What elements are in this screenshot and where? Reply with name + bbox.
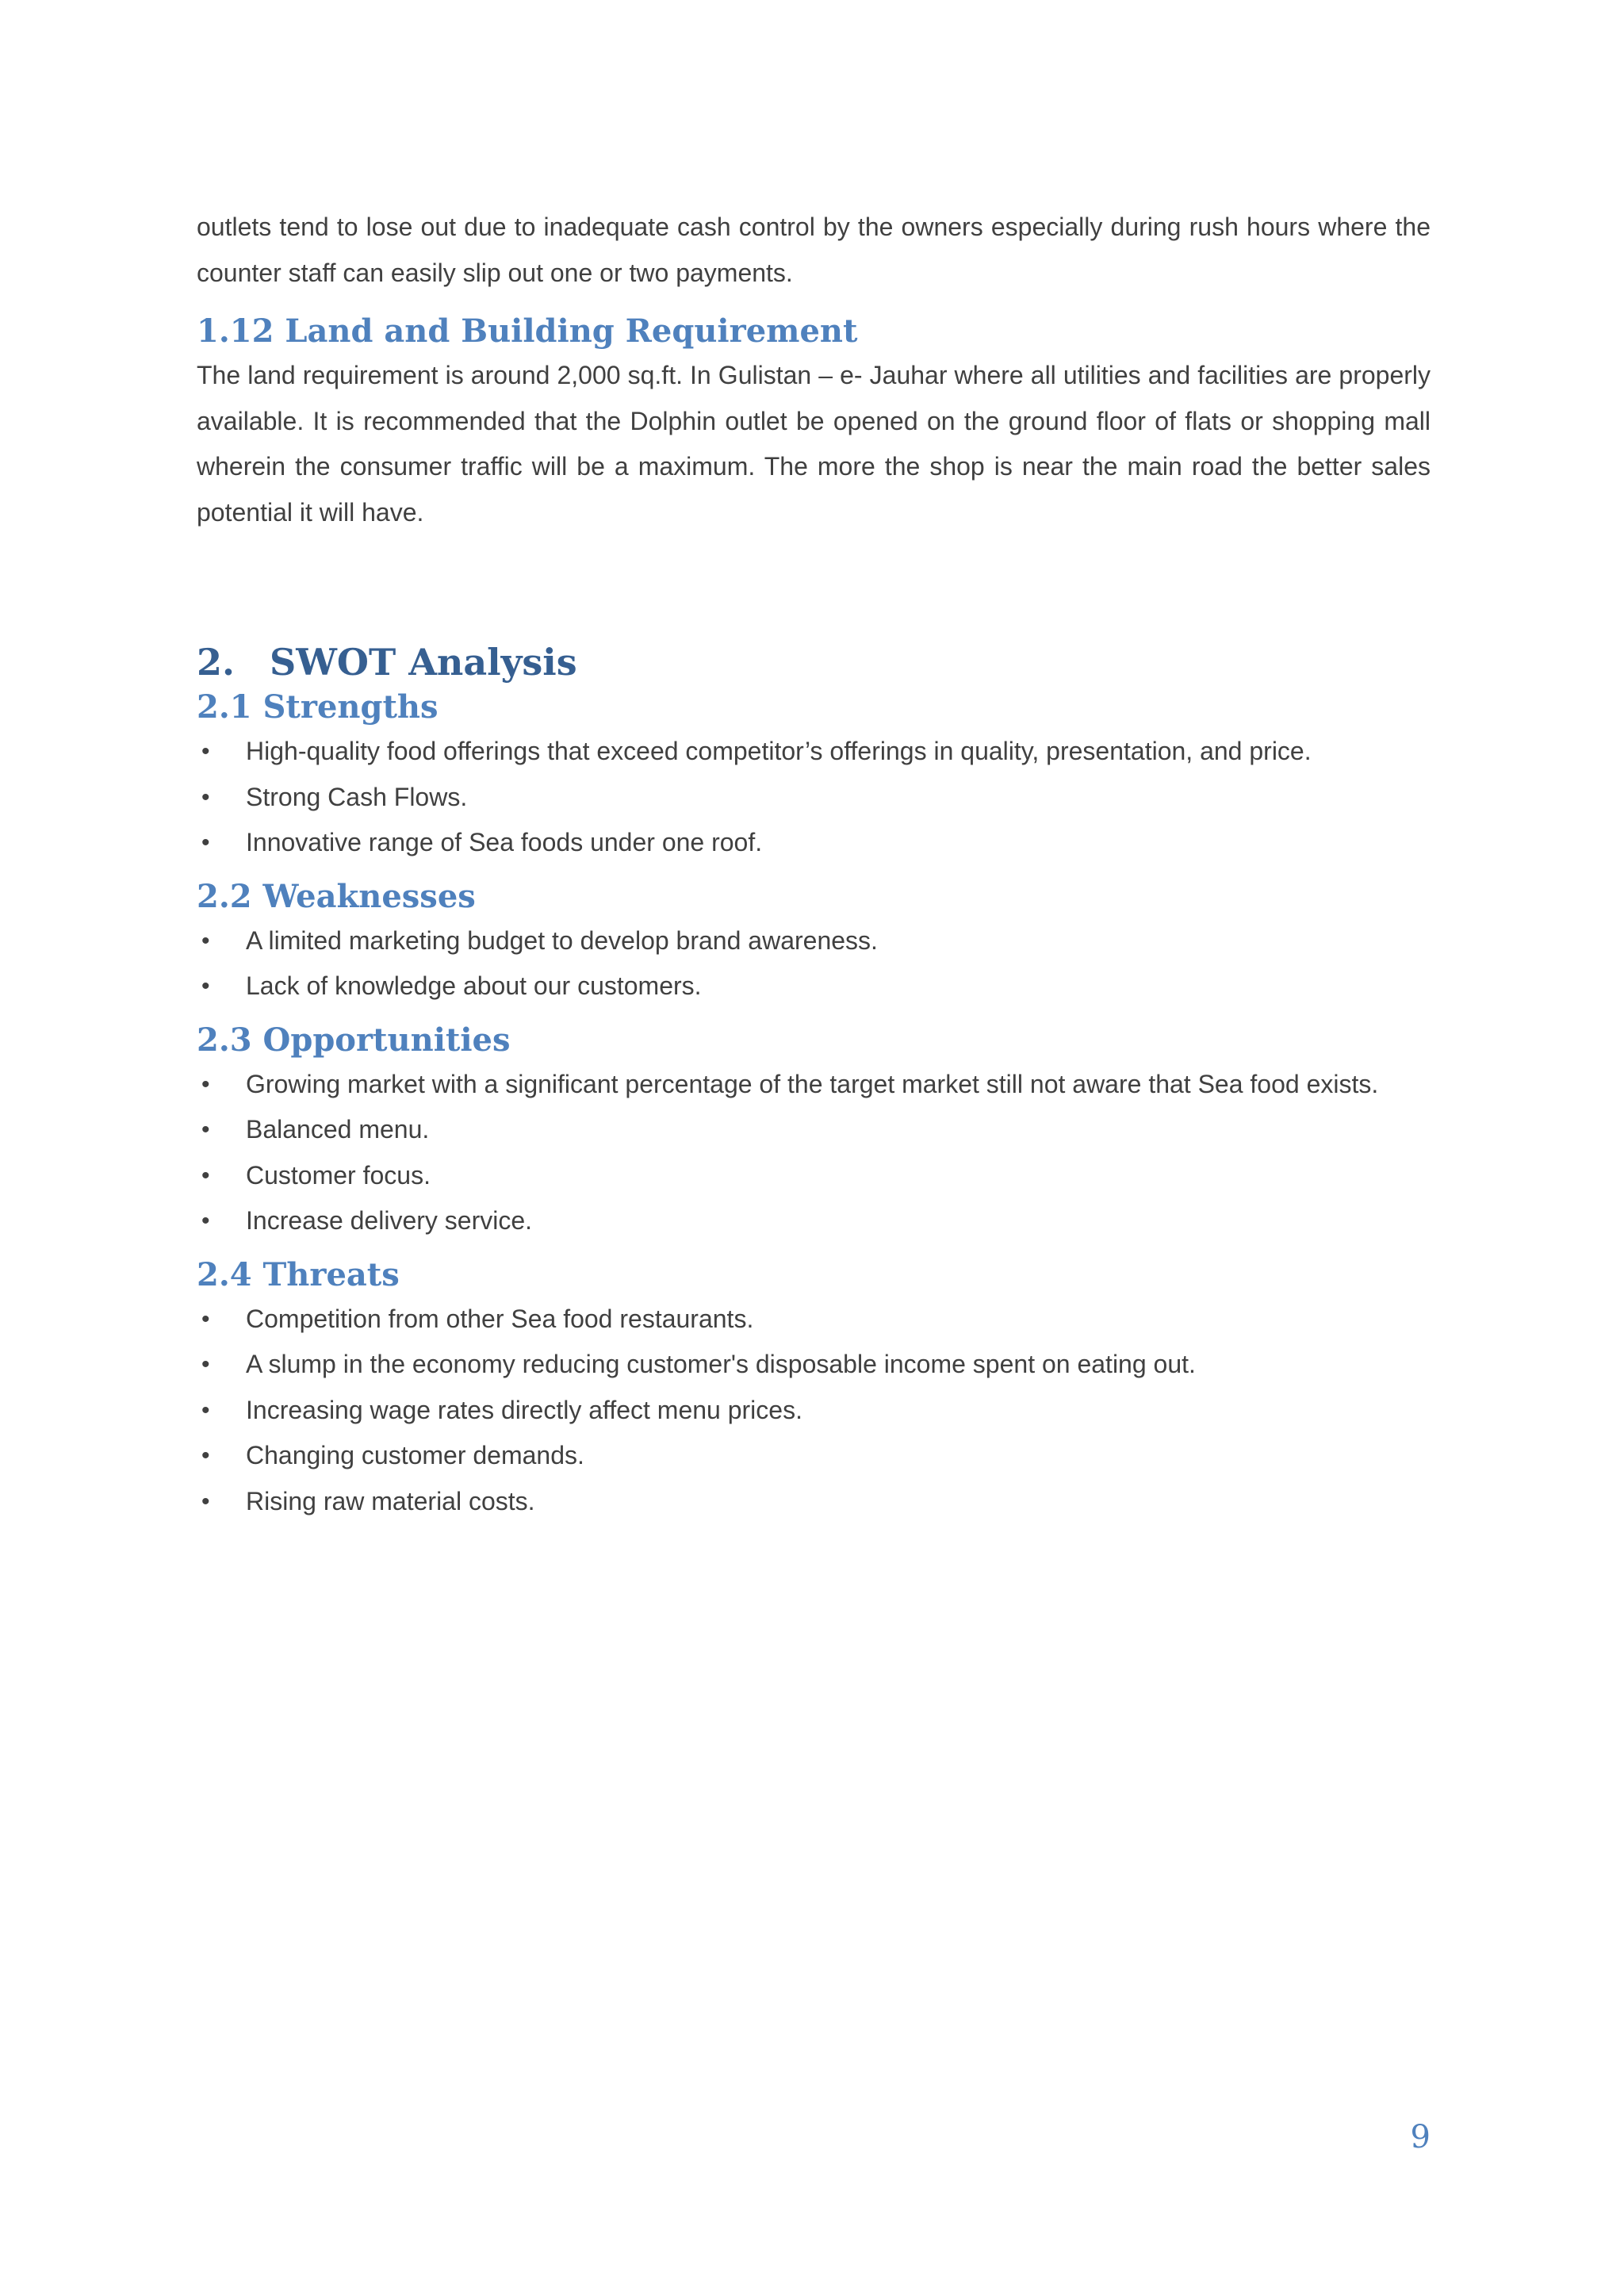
bullet-glyph: •: [201, 1351, 210, 1377]
bullet-glyph: •: [201, 1208, 210, 1234]
list-item: • Changing customer demands.: [197, 1433, 1431, 1479]
heading-swot-analysis: [197, 638, 1431, 686]
bullet-glyph: •: [201, 1162, 210, 1189]
bullet-glyph: •: [201, 1397, 210, 1423]
list-item: • Customer focus.: [197, 1153, 1431, 1199]
weaknesses-list: [197, 918, 1431, 1010]
section-title: SWOT Analysis: [270, 641, 577, 684]
list-item: • Growing market with a significant percentage of the target market still not aware that Sea food exists.: [197, 1062, 1431, 1108]
list-item: • Competition from other Sea food restaurants.: [197, 1297, 1431, 1343]
heading-strengths: 2.1 Strengths: [197, 688, 439, 726]
bullet-glyph: •: [201, 1305, 210, 1332]
list-item: • Innovative range of Sea foods under one roof.: [197, 820, 1431, 866]
list-item: • Balanced menu.: [197, 1107, 1431, 1153]
bullet-glyph: •: [201, 973, 210, 999]
list-item: • Strong Cash Flows.: [197, 775, 1431, 821]
list-item: • Rising raw material costs.: [197, 1479, 1431, 1525]
bullet-glyph: •: [201, 1071, 210, 1098]
threats-list: [197, 1297, 1431, 1525]
list-item: • Increase delivery service.: [197, 1198, 1431, 1244]
heading-opportunities: 2.3 Opportunities: [197, 1021, 511, 1059]
heading-weaknesses: 2.2 Weaknesses: [197, 877, 476, 915]
bullet-glyph: •: [201, 1443, 210, 1469]
list-item: • A limited marketing budget to develop brand awareness.: [197, 918, 1431, 964]
opportunities-list: [197, 1062, 1431, 1244]
heading-land-building: 1.12 Land and Building Requirement: [197, 312, 858, 350]
bullet-glyph: •: [201, 829, 210, 856]
list-item: • Lack of knowledge about our customers.: [197, 964, 1431, 1010]
strengths-list: [197, 729, 1431, 866]
page-number: 9: [1410, 2119, 1431, 2155]
intro-paragraph: outlets tend to lose out due to inadequate cash control by the owners especially during rush hours where the counter staff can easily slip out one or two payments.: [197, 213, 1431, 287]
list-item: • A slump in the economy reducing customer's disposable income spent on eating out.: [197, 1342, 1431, 1388]
list-item: • High-quality food offerings that exceed competitor’s offerings in quality, presentation, and price.: [197, 729, 1431, 775]
list-item: • Increasing wage rates directly affect menu prices.: [197, 1388, 1431, 1434]
bullet-glyph: •: [201, 738, 210, 764]
document-page: [197, 205, 1431, 1524]
section-number: 2.: [197, 641, 236, 684]
bullet-glyph: •: [201, 1117, 210, 1143]
bullet-glyph: •: [201, 784, 210, 810]
bullet-glyph: •: [201, 1488, 210, 1515]
land-building-paragraph: The land requirement is around 2,000 sq.ft. In Gulistan – e- Jauhar where all utilities and facilities are properly available. It is recommended that the Dolphin outlet be opened on the ground floor of flats or shopping mall wherein the consumer traffic will be a maximum. The more the shop is near the main road the better sales potential it will have.: [197, 361, 1431, 527]
bullet-glyph: •: [201, 927, 210, 954]
heading-threats: 2.4 Threats: [197, 1255, 400, 1293]
